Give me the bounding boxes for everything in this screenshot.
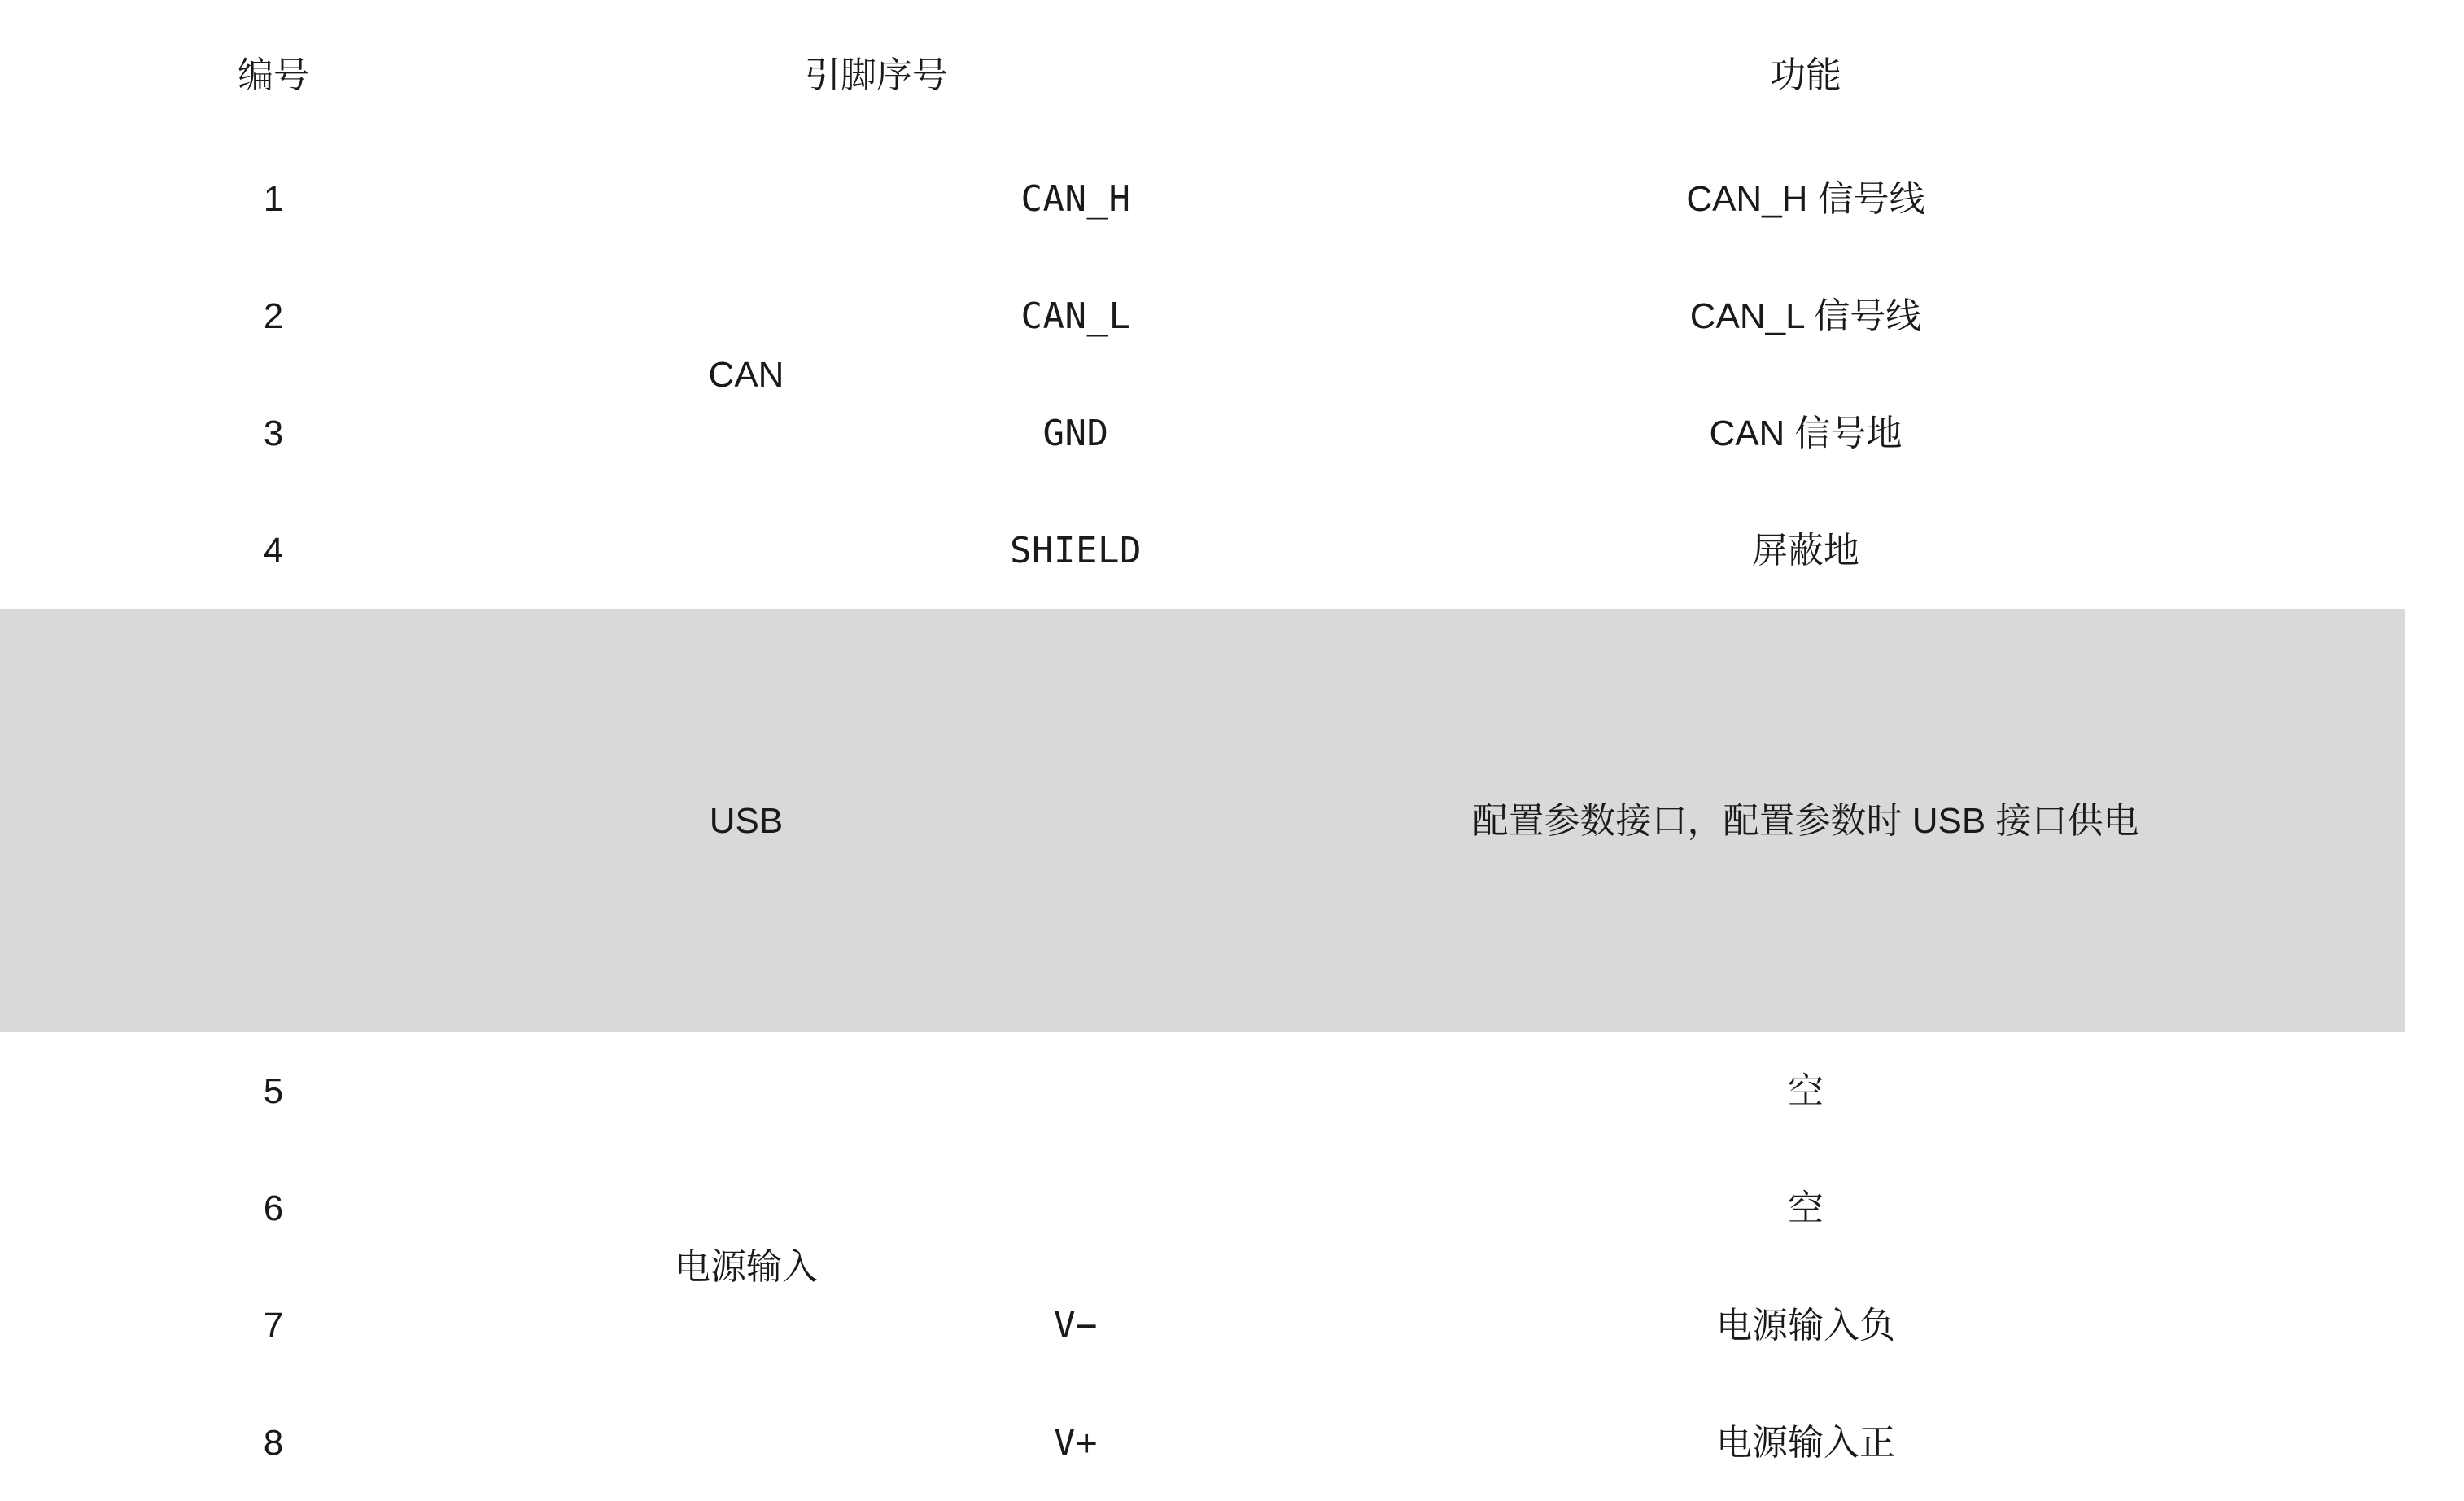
table-row bbox=[0, 1032, 2405, 1149]
cell-pin bbox=[946, 1149, 1206, 1267]
table-row-usb bbox=[0, 609, 2405, 1032]
cell-number: 7 bbox=[263, 1305, 284, 1346]
cell-number: 3 bbox=[263, 413, 284, 453]
cell-pin bbox=[946, 1032, 1206, 1149]
cell-number: 5 bbox=[263, 1070, 284, 1111]
cell-pin bbox=[946, 609, 1206, 1032]
cell-function: CAN_L 信号线 bbox=[1689, 295, 1922, 336]
cell-pin: V+ bbox=[1054, 1421, 1098, 1464]
cell-function: 空 bbox=[1788, 1070, 1824, 1111]
header-cell-pin-order: 引脚序号 bbox=[805, 55, 948, 95]
table-row bbox=[0, 1149, 2405, 1267]
cell-pin: GND bbox=[1042, 412, 1109, 454]
table-row bbox=[0, 1384, 2405, 1501]
header-cell-number: 编号 bbox=[238, 55, 309, 95]
cell-group-power: 电源输入 bbox=[675, 1246, 818, 1287]
cell-pin: SHIELD bbox=[1010, 529, 1142, 571]
table-row bbox=[0, 492, 2405, 609]
cell-function-usb: 配置参数接口，配置参数时 USB 接口供电 bbox=[1206, 609, 2405, 1032]
cell-number: 8 bbox=[263, 1422, 284, 1463]
table-row bbox=[0, 140, 2405, 257]
cell-number: 2 bbox=[263, 295, 284, 336]
table-row bbox=[0, 257, 2405, 374]
cell-number bbox=[0, 609, 547, 1032]
table-row bbox=[0, 374, 2405, 492]
cell-function: 屏蔽地 bbox=[1752, 530, 1859, 571]
document-page bbox=[0, 10, 2464, 1465]
cell-number: 4 bbox=[263, 530, 284, 571]
cell-group-can: CAN bbox=[708, 354, 784, 395]
cell-function: 空 bbox=[1788, 1188, 1824, 1228]
cell-function: 电源输入负 bbox=[1716, 1305, 1895, 1346]
cell-function: CAN 信号地 bbox=[1709, 413, 1903, 453]
cell-pin: CAN_H bbox=[1020, 177, 1131, 220]
table-header bbox=[0, 10, 2405, 140]
table-header-row bbox=[0, 10, 2405, 140]
cell-number: 6 bbox=[263, 1188, 284, 1228]
cell-group-usb: USB bbox=[547, 609, 946, 1032]
cell-pin: V− bbox=[1054, 1304, 1098, 1346]
cell-pin: CAN_L bbox=[1020, 295, 1131, 337]
pin-definition-table bbox=[0, 10, 2405, 1501]
cell-number: 1 bbox=[263, 178, 284, 219]
table-body bbox=[0, 140, 2405, 1501]
header-cell-function: 功能 bbox=[1770, 55, 1841, 95]
table-row bbox=[0, 1267, 2405, 1384]
cell-function: 电源输入正 bbox=[1716, 1422, 1895, 1463]
cell-function: CAN_H 信号线 bbox=[1686, 178, 1925, 219]
